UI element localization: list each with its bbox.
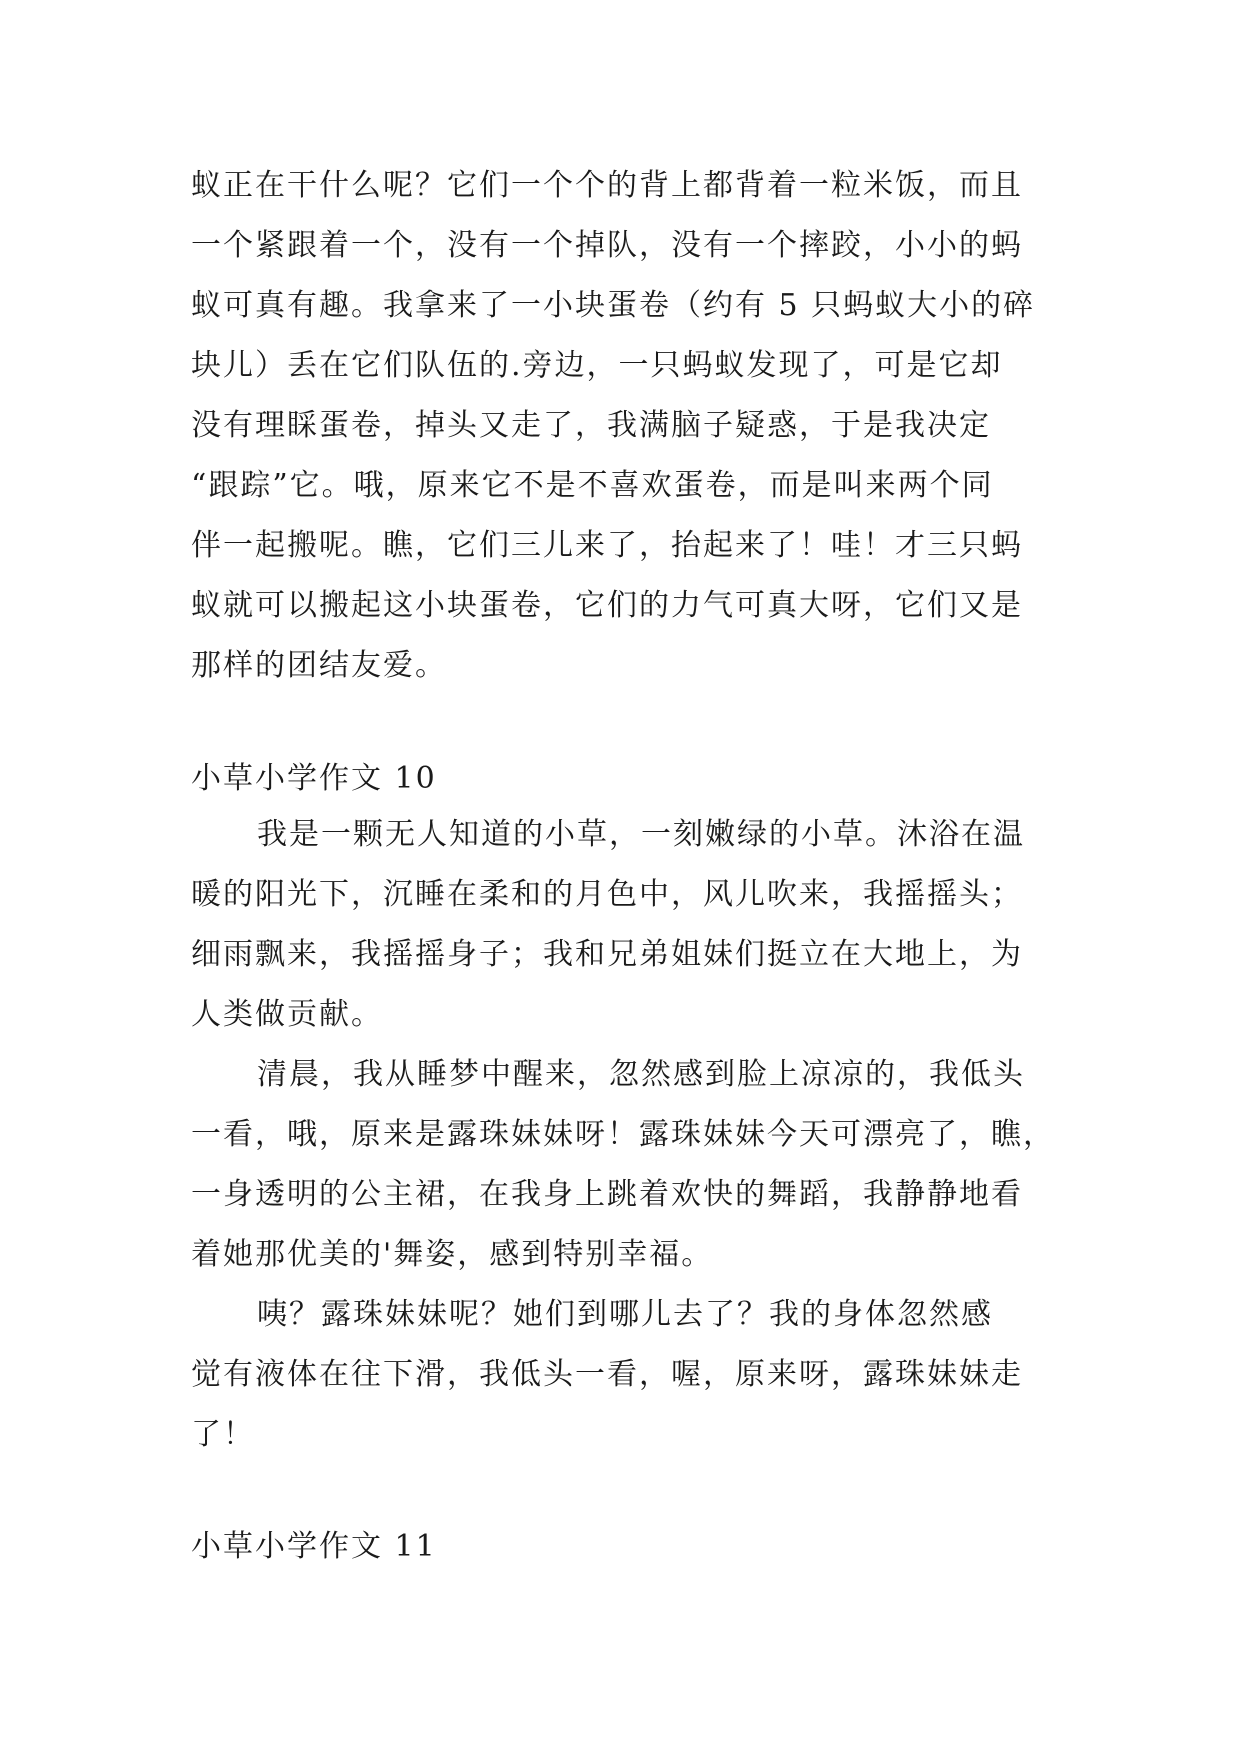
text-line: 人类做贡献。 xyxy=(191,997,383,1032)
text-line: 咦？露珠妹妹呢？她们到哪儿去了？我的身体忽然感 xyxy=(257,1297,993,1332)
text-line: 清晨，我从睡梦中醒来，忽然感到脸上凉凉的，我低头 xyxy=(257,1057,1025,1092)
text-line: 细雨飘来，我摇摇身子；我和兄弟姐妹们挺立在大地上，为 xyxy=(191,937,1023,972)
text-line: 了！ xyxy=(191,1417,255,1452)
section-title: 小草小学作文 10 xyxy=(191,761,437,796)
text-line: 一个紧跟着一个，没有一个掉队，没有一个摔跤，小小的蚂 xyxy=(191,228,1023,263)
text-line: 觉有液体在往下滑，我低头一看，喔，原来呀，露珠妹妹走 xyxy=(191,1357,1023,1392)
section-title: 小草小学作文 11 xyxy=(191,1529,437,1564)
text-line: 那样的团结友爱。 xyxy=(191,648,447,683)
text-line: 一身透明的公主裙，在我身上跳着欢快的舞蹈，我静静地看 xyxy=(191,1177,1023,1212)
text-line: 伴一起搬呢。瞧，它们三儿来了，抬起来了！哇！才三只蚂 xyxy=(191,528,1023,563)
text-line: 蚁正在干什么呢？它们一个个的背上都背着一粒米饭，而且 xyxy=(191,168,1023,203)
text-line: “跟踪”它。哦，原来它不是不喜欢蛋卷，而是叫来两个同 xyxy=(191,468,994,503)
text-line: 着她那优美的'舞姿，感到特别幸福。 xyxy=(191,1237,714,1272)
text-line: 蚁就可以搬起这小块蛋卷，它们的力气可真大呀，它们又是 xyxy=(191,588,1023,623)
text-line: 没有理睬蛋卷，掉头又走了，我满脑子疑惑，于是我决定 xyxy=(191,408,991,443)
text-line: 蚁可真有趣。我拿来了一小块蛋卷（约有 5 只蚂蚁大小的碎 xyxy=(191,288,1036,323)
text-line: 我是一颗无人知道的小草，一刻嫩绿的小草。沐浴在温 xyxy=(257,817,1025,852)
text-line: 暖的阳光下，沉睡在柔和的月色中，风儿吹来，我摇摇头； xyxy=(191,877,1023,912)
text-line: 块儿）丢在它们队伍的.旁边，一只蚂蚁发现了，可是它却 xyxy=(191,348,1003,383)
text-line: 一看，哦，原来是露珠妹妹呀！露珠妹妹今天可漂亮了，瞧， xyxy=(191,1117,1055,1152)
